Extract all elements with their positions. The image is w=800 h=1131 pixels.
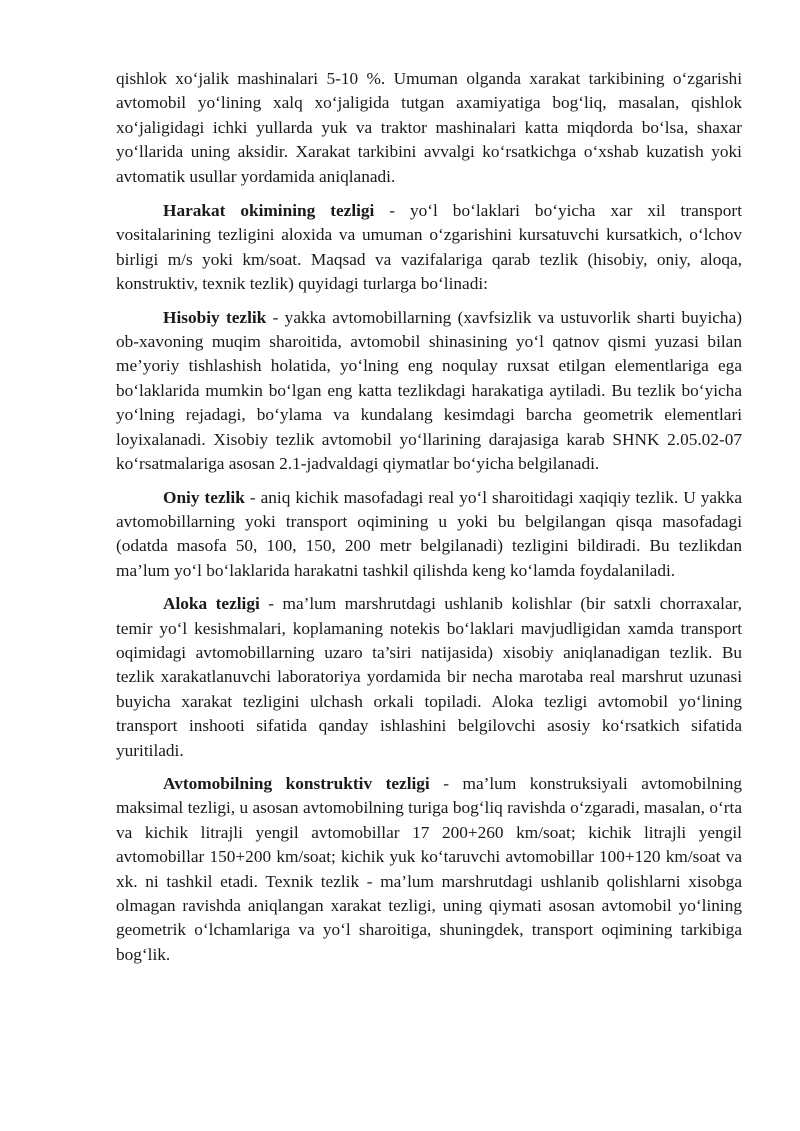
- paragraph-text: - yakka avtomobillarning (xavfsizlik va ustuvorlik sharti buyicha) ob-xavoning muqim sharoitida, avtomobil shinasining yo‘l qatnov qismi yuzasi bilan me’yoriy tishlashish holatida, yo‘lning eng noqulay ruxsat etilgan elementlariga ega bo‘laklarida mumkin bo‘lgan eng katta tezlikdagi harakatiga aytiladi. Bu tezlik bo‘yicha yo‘lning rejadagi, bo‘ylama va kundalang kesimdagi barcha geometrik elementlari loyixalanadi. Xisobiy tezlik avtomobil yo‘llarining darajasiga karab SHNK 2.05.02-07 ko‘rsatmalariga asosan 2.1-jadvaldagi qiymatlar bo‘yicha belgilanadi.: [116, 307, 743, 474]
- paragraph-text: - yo‘l bo‘laklari bo‘yicha xar xil transport vositalarining tezligini aloxida va umuman o‘zgarishini kursatuvchi kursatkich, o‘lchov birligi m/s yoki km/soat. Maqsad va vazifalariga qarab tezlik (hisobiy, oniy, aloqa, konstruktiv, texnik tezlik) quyidagi turlarga bo‘linadi:: [116, 201, 742, 294]
- paragraph-communication-speed: [116, 592, 742, 763]
- paragraph-traffic-flow-speed: [116, 199, 742, 297]
- paragraph-text: - aniq kichik masofadagi real yo‘l sharoitidagi xaqiqiy tezlik. U yakka avtomobillarning yoki transport oqimining u yoki bu belgilangan qisqa masofadagi (odatda masofa 50, 100, 150, 200 metr belgilanadi) tezligini bildiradi. Bu tezlikdan ma’lum yo‘l bo‘laklarida harakatni tashkil qilishda keng ko‘lamda foydalaniladi.: [116, 487, 742, 580]
- paragraph-text: qishlok xo‘jalik mashinalari 5-10 %. Umuman olganda xarakat tarkibining o‘zgarishi avtomobil yo‘lining xalq xo‘jaligida tutgan axamiyatiga bog‘liq, masalan, qishlok xo‘jaligidagi ichki yullarda yuk va traktor mashinalari katta miqdorda bo‘lsa, shaxar yo‘llarida uning aksidir. Xarakat tarkibini avvalgi ko‘rsatkichga o‘xshab kuzatish yoki avtomatik usullar yordamida aniqlanadi.: [116, 69, 742, 186]
- paragraph-design-speed: [116, 306, 742, 477]
- paragraph-vehicle-composition: [116, 67, 742, 189]
- paragraph-text: - ma’lum marshrutdagi ushlanib kolishlar (bir satxli chorraxalar, temir yo‘l kesishmalari, koplamaning notekis bo‘laklari mavjudligidan xamda transport oqimidagi avtomobillarning uzaro ta’siri natijasida) xisobiy aniqlanadigan tezlik. Bu tezlik xarakatlanuvchi laboratoriya yordamida bir necha marotaba real marshrut uzunasi buyicha xarakat tezligini ulchash orkali topiladi. Aloka tezligi avtomobil yo‘lining transport inshooti sifatida qanday ishlashini belgilovchi asosiy ko‘rsatkich sifatida yuritiladi.: [116, 594, 742, 760]
- term-heading: Hisobiy tezlik: [163, 307, 267, 327]
- term-heading: Harakat okimining tezligi: [163, 201, 375, 221]
- term-heading: Oniy tezlik: [163, 487, 245, 507]
- term-heading: Avtomobilning konstruktiv tezligi: [163, 773, 430, 793]
- paragraph-text: - ma’lum konstruksiyali avtomobilning maksimal tezligi, u asosan avtomobilning turiga bog‘liq ravishda o‘zgaradi, masalan, o‘rta va kichik litrajli yengil avtomobillar 17 200+260 km/soat; kichik litrajli yengil avtomobillar 150+200 km/soat; kichik yuk ko‘taruvchi avtomobillar 100+120 km/soat va xk. ni tashkil etadi. Texnik tezlik - ma’lum marshrutdagi ushlanib qolishlarni xisobga olmagan ravishda aniqlangan xarakat tezligi, uning qiymati asosan avtomobil yo‘lining geometrik o‘lchamlariga va yo‘l sharoitiga, shuningdek, transport oqimining tarkibiga bog‘lik.: [116, 773, 742, 964]
- document-page: [116, 67, 742, 976]
- paragraph-instant-speed: [116, 486, 742, 584]
- term-heading: Aloka tezligi: [163, 594, 260, 614]
- paragraph-constructive-speed: [116, 772, 742, 967]
